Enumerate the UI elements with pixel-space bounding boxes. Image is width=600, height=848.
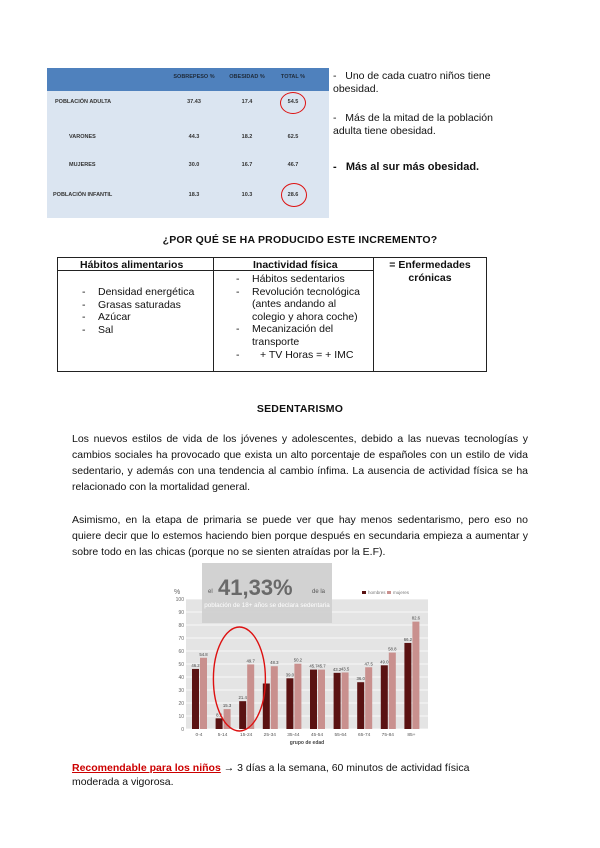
callout-prefix: el — [208, 589, 213, 595]
row-label: POBLACIÓN ADULTA — [55, 99, 112, 105]
data-label: 66.2 — [403, 636, 413, 642]
y-tick-label: 80 — [178, 622, 184, 629]
bar-hombres — [263, 684, 270, 730]
habits-table — [57, 257, 487, 372]
stats-table — [47, 68, 329, 218]
paragraph: Los nuevos estilos de vida de los jóvenes y adolescentes, debido a las nuevas tecnologías y cambios sociales ha provocado que exista un alto porcentaje de españoles con un estilo de vida sedentario, y además con una tendencia al cambio ínfima. La ausencia de actividad física se ha relacionado con la mortalidad general. — [72, 433, 528, 493]
bar-mujeres — [318, 670, 325, 729]
data-label: 48.3 — [270, 660, 279, 666]
bar-hombres — [334, 673, 341, 729]
x-tick-label: 75-84 — [381, 733, 394, 738]
bar-hombres — [357, 682, 364, 729]
bullet-item: - Uno de cada cuatro niños tiene obesidad. — [333, 70, 491, 95]
section-title: SEDENTARISMO — [256, 403, 344, 415]
data-label: 45.7 — [317, 663, 326, 669]
chart-svg — [172, 561, 430, 751]
x-tick-label: 0-4 — [195, 733, 203, 738]
y-tick-label: 40 — [178, 674, 184, 681]
list-item: - Hábitos sedentarios — [232, 273, 372, 286]
bar-mujeres — [365, 667, 372, 729]
col-header: Inactividad física — [253, 259, 338, 271]
bar-mujeres — [412, 622, 419, 729]
data-label: 43.5 — [340, 666, 350, 672]
inactivity-list — [232, 273, 372, 361]
legend-label: mujeres — [393, 590, 410, 595]
cell: 16.7 — [241, 162, 253, 168]
x-axis-label: grupo de edad — [289, 740, 325, 746]
row-label: VARONES — [69, 134, 96, 140]
recommendation — [72, 761, 512, 789]
y-tick-label: 100 — [175, 596, 184, 603]
highlight-circle — [281, 183, 307, 207]
cell: 30.0 — [188, 162, 200, 168]
legend-swatch — [387, 591, 391, 594]
y-tick-label: 60 — [178, 648, 184, 655]
bar-hombres — [239, 701, 246, 729]
cell: 46.7 — [287, 162, 299, 168]
x-tick-label: 65-74 — [358, 733, 371, 738]
data-label: 50.2 — [293, 657, 303, 663]
y-tick-label: 10 — [178, 713, 184, 720]
row-label: POBLACIÓN INFANTIL — [53, 192, 113, 198]
callout-suffix: de la — [312, 589, 326, 595]
cell: 10.3 — [241, 192, 253, 198]
data-label: 47.5 — [364, 661, 373, 667]
y-tick-label: 30 — [178, 687, 184, 694]
bar-mujeres — [200, 658, 207, 729]
list-item: - Densidad energética — [78, 286, 213, 299]
data-label: 82.6 — [411, 615, 421, 621]
bar-hombres — [310, 670, 317, 729]
y-tick-label: 90 — [178, 609, 184, 616]
x-tick-label: 55-64 — [334, 733, 347, 738]
highlight-circle — [280, 92, 306, 114]
x-tick-label: 5-14 — [217, 733, 228, 738]
x-tick-label: 35-44 — [287, 733, 300, 738]
x-tick-label: 45-54 — [310, 733, 324, 738]
list-item: - Revolución tecnológica (antes andando al colegio y ahora coche) — [232, 286, 372, 324]
bullet-item: - Más al sur más obesidad. — [333, 161, 480, 173]
data-label: 21.4 — [238, 695, 247, 701]
habits-list — [78, 286, 213, 336]
callout-text: población de 18+ años se declara sedentaria — [204, 602, 330, 609]
col-header: = Enfermedades crónicas — [389, 259, 471, 284]
bar-mujeres — [247, 664, 254, 729]
recommendation-highlight: Recomendable para los niños — [72, 762, 221, 774]
bar-mujeres — [271, 666, 278, 729]
legend-swatch — [362, 591, 366, 594]
data-label: 49.0 — [380, 659, 389, 665]
y-tick-label: 20 — [178, 700, 184, 707]
data-label: 36.0 — [356, 676, 365, 682]
data-label: 43.2 — [332, 666, 342, 672]
data-label: 46.2 — [191, 662, 200, 668]
cell: 62.5 — [287, 134, 299, 140]
x-tick-label: 85+ — [407, 733, 416, 738]
cell: 54.5 — [287, 99, 299, 105]
cell: 37.43 — [187, 99, 201, 105]
bar-hombres — [286, 678, 293, 729]
section-title: ¿POR QUÉ SE HA PRODUCIDO ESTE INCREMENTO? — [162, 234, 438, 246]
cell: 17.4 — [241, 99, 253, 105]
bar-hombres — [192, 669, 199, 729]
column-divider — [373, 258, 374, 371]
bar-mujeres — [294, 664, 301, 729]
list-item: - + TV Horas = + IMC — [232, 349, 372, 362]
cell: 18.2 — [241, 134, 253, 140]
row-label: MUJERES — [69, 162, 96, 168]
cell: 44.3 — [188, 134, 200, 140]
bar-mujeres — [389, 653, 396, 729]
data-label: 8.2 — [216, 712, 223, 718]
cell: 18.3 — [188, 192, 200, 198]
paragraph: Asimismo, en la etapa de primaria se puede ver que hay menos sedentarismo, pero eso no quiere decir que lo estemos haciendo bien porque después en secundaria empieza a aumentar y sobre todo en las chicas (porque no se sienten atraídas por la E.F). — [72, 514, 528, 558]
list-item: - Sal — [78, 324, 213, 337]
data-label: 54.8 — [199, 651, 208, 657]
recommendation-text: → 3 días a la semana, 60 minutos de actividad física moderada a vigorosa. — [72, 762, 470, 788]
legend-label: hombres — [368, 590, 386, 595]
data-label: 58.8 — [388, 646, 397, 652]
list-item: - Mecanización del transporte — [232, 323, 372, 348]
y-axis-label: % — [174, 589, 181, 596]
bullet-item: - Más de la mitad de la población adulta tiene obesidad. — [333, 112, 493, 137]
header-sobrepeso: SOBREPESO % — [173, 74, 215, 80]
list-item: - Azúcar — [78, 311, 213, 324]
data-label: 15.3 — [222, 703, 232, 709]
data-label: 39.0 — [285, 672, 295, 678]
header-total: TOTAL % — [280, 74, 306, 80]
bar-mujeres — [224, 709, 231, 729]
bar-hombres — [381, 665, 388, 729]
bar-hombres — [404, 643, 411, 729]
bar-mujeres — [342, 672, 349, 729]
x-tick-label: 15-24 — [240, 733, 253, 738]
bar-hombres — [216, 718, 223, 729]
data-label: 49.7 — [246, 658, 255, 664]
header-obesidad: OBESIDAD % — [229, 74, 265, 80]
list-item: - Grasas saturadas — [78, 299, 213, 312]
y-tick-label: 0 — [181, 726, 184, 733]
y-tick-label: 50 — [178, 661, 184, 668]
column-divider — [213, 258, 214, 371]
x-tick-label: 25-34 — [263, 733, 276, 738]
sedentary-chart — [172, 561, 430, 751]
col-header: Hábitos alimentarios — [80, 259, 184, 271]
data-label: 45.7 — [309, 663, 318, 669]
callout-value: 41,33% — [218, 575, 293, 600]
cell: 28.6 — [287, 192, 299, 198]
y-tick-label: 70 — [178, 635, 184, 642]
